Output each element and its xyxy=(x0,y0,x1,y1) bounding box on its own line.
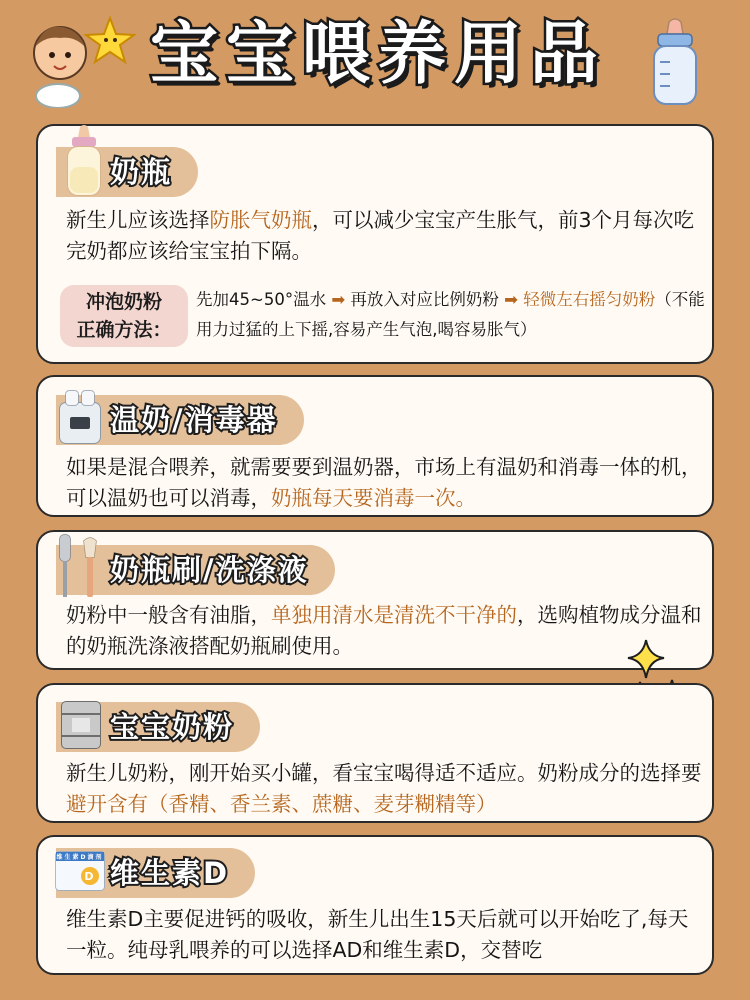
baby-with-star-icon xyxy=(18,8,138,108)
svg-text:D: D xyxy=(84,870,96,883)
section-title: 奶瓶刷/洗涤液 xyxy=(110,553,309,587)
page-title: 宝宝喂养用品 xyxy=(149,15,606,94)
section-title-pill xyxy=(56,395,304,445)
method-label-line: 正确方法： xyxy=(76,319,172,341)
section-title-pill xyxy=(56,545,335,595)
section-title: 维生素D xyxy=(110,856,230,890)
section-title-pill xyxy=(56,848,255,898)
formula-can-icon xyxy=(58,698,106,752)
body-text: 新生儿应该选择 xyxy=(66,208,210,232)
arrow-right-icon: ➡ xyxy=(498,290,524,309)
bottle-brush-icon xyxy=(54,531,104,601)
arrow-right-icon: ➡ xyxy=(326,290,351,309)
section-title: 温奶/消毒器 xyxy=(110,403,278,437)
method-step: 轻微左右摇匀奶粉 xyxy=(523,290,656,309)
method-label-line: 冲泡奶粉 xyxy=(85,291,162,313)
highlight-text: 奶瓶每天要消毒一次。 xyxy=(271,486,476,510)
body-text: 奶粉中一般含有油脂， xyxy=(66,603,271,627)
vitamin-box-label: 维生素D滴剂 xyxy=(56,854,104,861)
section-title: 宝宝奶粉 xyxy=(110,710,235,744)
body-text: 新生儿奶粉，刚开始买小罐，看宝宝喝得适不适应。奶粉成分的选择要 xyxy=(66,761,702,785)
method-steps xyxy=(196,285,714,345)
section-body xyxy=(66,452,706,514)
vitamin-d-box-icon xyxy=(54,848,106,894)
highlight-text: 避开含有（香精、香兰素、蔗糖、麦芽糊精等） xyxy=(66,792,497,816)
body-text: ，选购植物成分温和的奶瓶洗涤液搭配奶瓶刷使用。 xyxy=(66,603,702,658)
section-title-pill xyxy=(56,147,198,197)
baby-bottle-icon xyxy=(60,125,108,197)
method-step: 再放入对应比例奶粉 xyxy=(350,290,499,309)
method-label-box xyxy=(60,285,188,347)
method-note: （不能用力过猛的上下摇,容易产生气泡,喝容易胀气） xyxy=(196,290,705,339)
section-body xyxy=(66,904,706,966)
body-text: 如果是混合喂养，就需要要到温奶器，市场上有温奶和消毒一体的机，可以温奶也可以消毒， xyxy=(66,455,702,510)
body-text: 维生素D主要促进钙的吸收，新生儿出生15天后就可以开始吃了,每天一粒。纯母乳喂养的可以选择AD和维生素D，交替吃 xyxy=(66,907,689,962)
section-title-pill xyxy=(56,702,260,752)
body-text: ，可以减少宝宝产生胀气，前3个月每次吃完奶都应该给宝宝拍下隔。 xyxy=(66,208,695,263)
baby-bottle-icon xyxy=(640,18,710,108)
section-body xyxy=(66,758,706,820)
section-title: 奶瓶 xyxy=(110,155,173,189)
section-body xyxy=(66,205,706,267)
section-body xyxy=(66,600,706,662)
highlight-text: 单独用清水是清洗不干净的 xyxy=(271,603,517,627)
highlight-text: 防胀气奶瓶 xyxy=(209,208,312,232)
header xyxy=(0,0,750,112)
bottle-warmer-icon xyxy=(56,389,106,445)
method-step: 先加45~50°温水 xyxy=(196,290,327,309)
